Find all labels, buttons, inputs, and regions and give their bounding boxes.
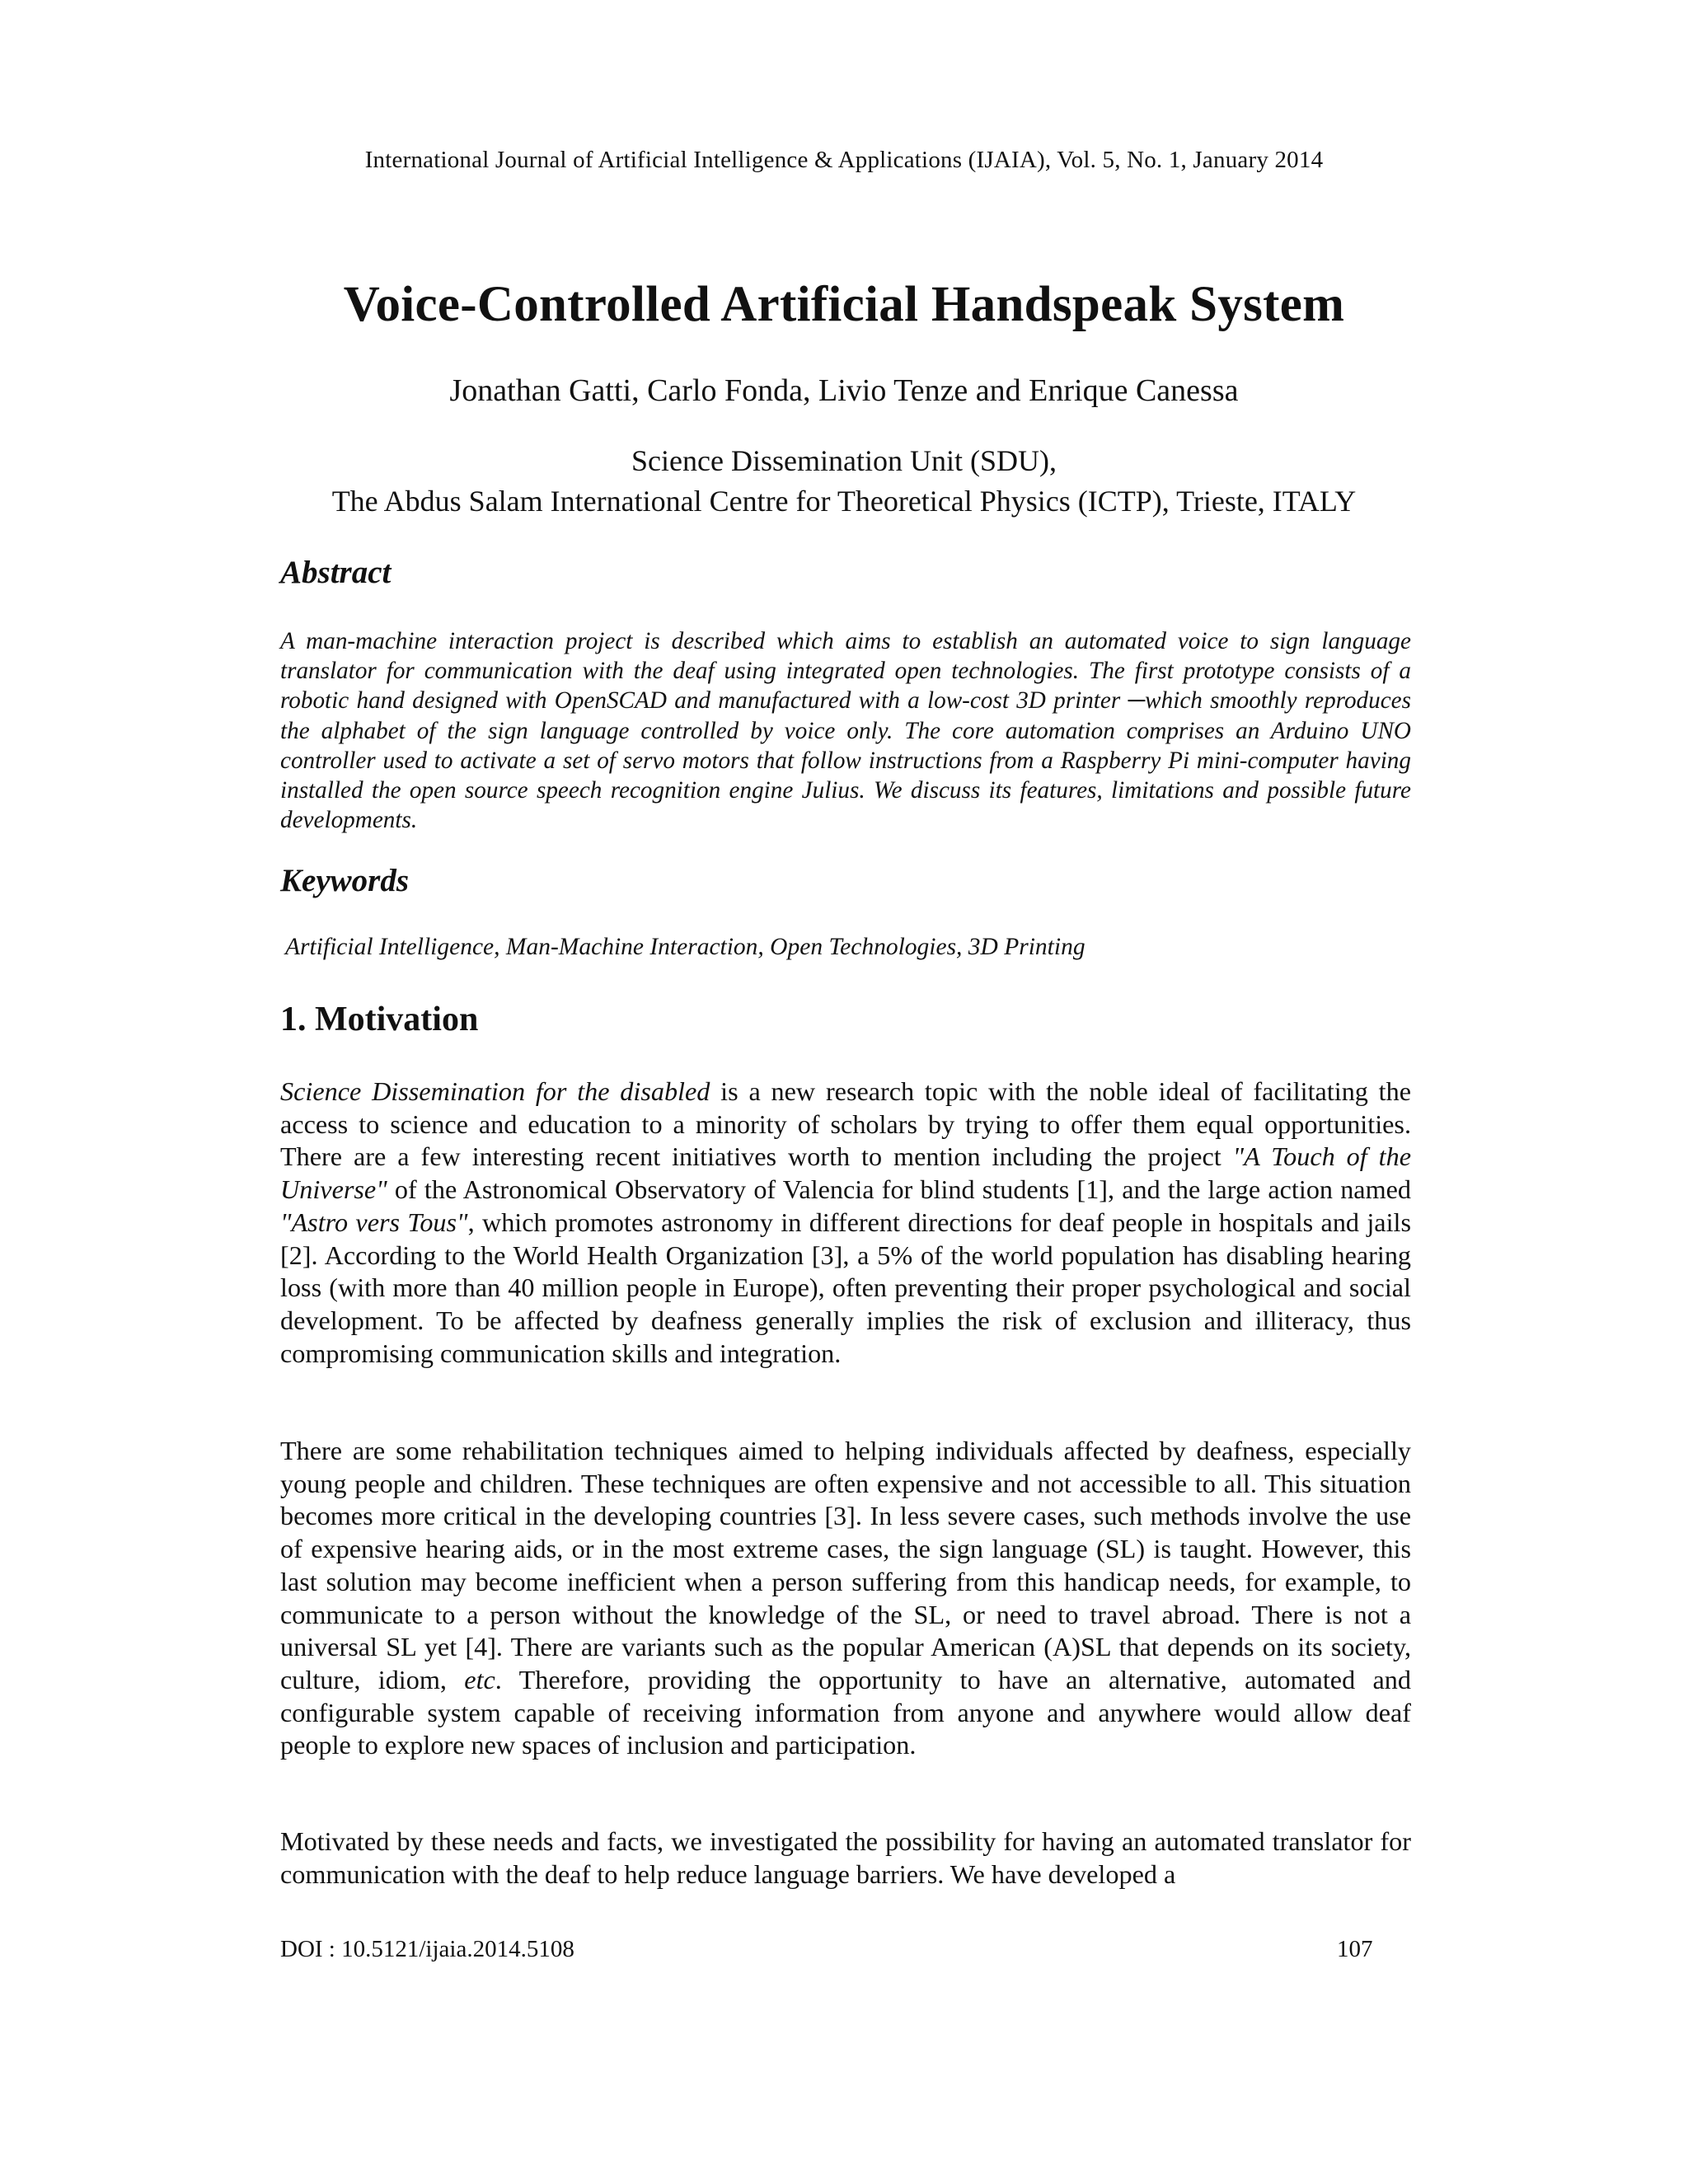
emphasis-text: "A Touch of the Universe"	[280, 1141, 1411, 1205]
keywords-heading: Keywords	[280, 863, 409, 898]
paragraph-text: There are some rehabilitation techniques aimed to helping individuals affected by deafness, especially young people and children. These techniques are often expensive and not accessible to all. This situation becomes more critical in the developing countries [3]. In less severe cases, such methods involve the use of expensive hearing aids, or in the most extreme cases, the sign language (SL) is taught. However, this last solution may become inefficient when a person suffering from this handicap needs, for example, to communicate to a person without the knowledge of the SL, or need to travel abroad. There is not a universal SL yet [4]. There are variants such as the popular American (A)SL that depends on its society, culture, idiom,	[280, 1436, 1411, 1694]
paper-title: Voice-Controlled Artificial Handspeak System	[343, 277, 1345, 332]
affiliation-line-2: The Abdus Salam International Centre for Theoretical Physics (ICTP), Trieste, ITALY	[331, 485, 1357, 518]
doi-footer: DOI : 10.5121/ijaia.2014.5108	[280, 1936, 574, 1962]
section-heading-motivation: 1. Motivation	[280, 1001, 479, 1038]
body-paragraph-2	[280, 1435, 1411, 1762]
body-paragraph-1	[280, 1076, 1411, 1370]
page-number: 107	[1337, 1936, 1373, 1962]
emphasis-text: "Astro vers Tous"	[280, 1207, 468, 1237]
affiliation-line-1: Science Dissemination Unit (SDU),	[631, 444, 1057, 477]
body-paragraph-3: Motivated by these needs and facts, we investigated the possibility for having an automated translator for communication with the deaf to help reduce language barriers. We have developed a	[280, 1826, 1411, 1889]
emphasis-text: Science Dissemination for the disabled	[280, 1076, 710, 1106]
paragraph-text: is a new research topic with the noble ideal of facilitating the access to science and education to a minority of scholars by trying to offer them equal opportunities. There are a few interesting recent initiatives worth to mention including the project	[280, 1076, 1412, 1172]
emphasis-text: etc	[464, 1664, 495, 1694]
keywords-text: Artificial Intelligence, Man-Machine Interaction, Open Technologies, 3D Printing	[285, 934, 1085, 960]
abstract-heading: Abstract	[280, 555, 392, 590]
author-list: Jonathan Gatti, Carlo Fonda, Livio Tenze and Enrique Canessa	[449, 373, 1239, 408]
abstract-text: A man-machine interaction project is described which aims to establish an automated voice to sign language translator for communication with the deaf using integrated open technologies. The first prototype consists of a robotic hand designed with OpenSCAD and manufactured with a low-cost 3D printer ─which smoothly reproduces the alphabet of the sign language controlled by voice only. The core automation comprises an Arduino UNO controller used to activate a set of servo motors that follow instructions from a Raspberry Pi mini-computer having installed the open source speech recognition engine Julius. We discuss its features, limitations and possible future developments.	[280, 628, 1411, 834]
paragraph-text: . Therefore, providing the opportunity to have an alternative, automated and configurable system capable of receiving information from anyone and anywhere would allow deaf people to explore new spaces of inclusion and participation.	[280, 1664, 1411, 1760]
running-head: International Journal of Artificial Intelligence & Applications (IJAIA), Vol. 5, No. 1, January 2014	[364, 147, 1324, 173]
paragraph-text: , which promotes astronomy in different directions for deaf people in hospitals and jails [2]. According to the World Health Organization [3], a 5% of the world population has disabling hearing loss (with more than 40 million people in Europe), often preventing their proper psychological and social development. To be affected by deafness generally implies the risk of exclusion and illiteracy, thus compromising communication skills and integration.	[280, 1207, 1411, 1368]
paragraph-text: of the Astronomical Observatory of Valencia for blind students [1], and the large action named	[387, 1174, 1411, 1205]
